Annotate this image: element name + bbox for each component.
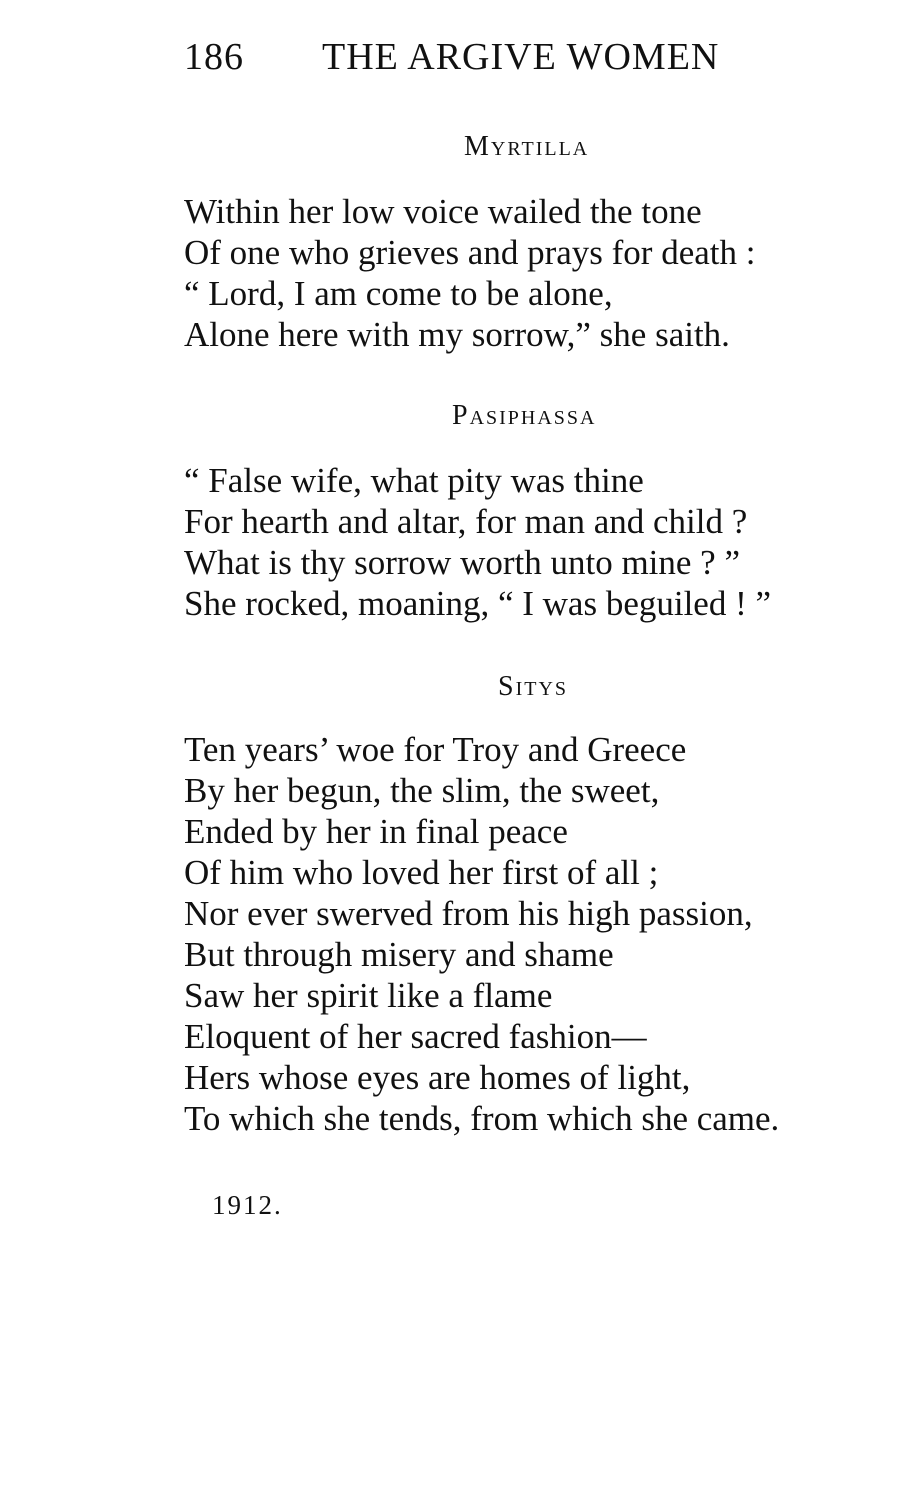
verse-line: Alone here with my sorrow,” she saith. (184, 315, 730, 354)
verse-line: Ten years’ woe for Troy and Greece (184, 730, 687, 769)
stanza-sitys (184, 729, 874, 1139)
speaker-heading-myrtilla: Myrtilla (464, 131, 590, 162)
verse-line: Saw her spirit like a flame (184, 976, 553, 1015)
speaker-heading-sitys: Sitys (498, 671, 569, 702)
verse-line: Hers whose eyes are homes of light, (184, 1058, 691, 1097)
verse-line: “ False wife, what pity was thine (184, 461, 644, 500)
verse-line: Of one who grieves and prays for death : (184, 233, 756, 272)
stanza-pasiphassa (184, 460, 874, 624)
speaker-heading-pasiphassa: Pasiphassa (452, 400, 597, 431)
page-number: 186 (184, 36, 244, 78)
verse-line: “ Lord, I am come to be alone, (184, 274, 613, 313)
verse-line: Eloquent of her sacred fashion— (184, 1017, 647, 1056)
verse-line: She rocked, moaning, “ I was beguiled ! ” (184, 584, 772, 623)
verse-line: What is thy sorrow worth unto mine ? ” (184, 543, 741, 582)
verse-line: To which she tends, from which she came. (184, 1099, 780, 1138)
verse-line: For hearth and altar, for man and child ? (184, 502, 748, 541)
running-head: THE ARGIVE WOMEN (322, 36, 720, 78)
verse-line: Within her low voice wailed the tone (184, 192, 702, 231)
verse-line: By her begun, the slim, the sweet, (184, 771, 660, 810)
verse-line: Nor ever swerved from his high passion, (184, 894, 753, 933)
stanza-myrtilla (184, 191, 874, 355)
verse-line: Of him who loved her first of all ; (184, 853, 659, 892)
verse-line: Ended by her in final peace (184, 812, 568, 851)
composition-date: 1912. (212, 1190, 283, 1220)
verse-line: But through misery and shame (184, 935, 614, 974)
